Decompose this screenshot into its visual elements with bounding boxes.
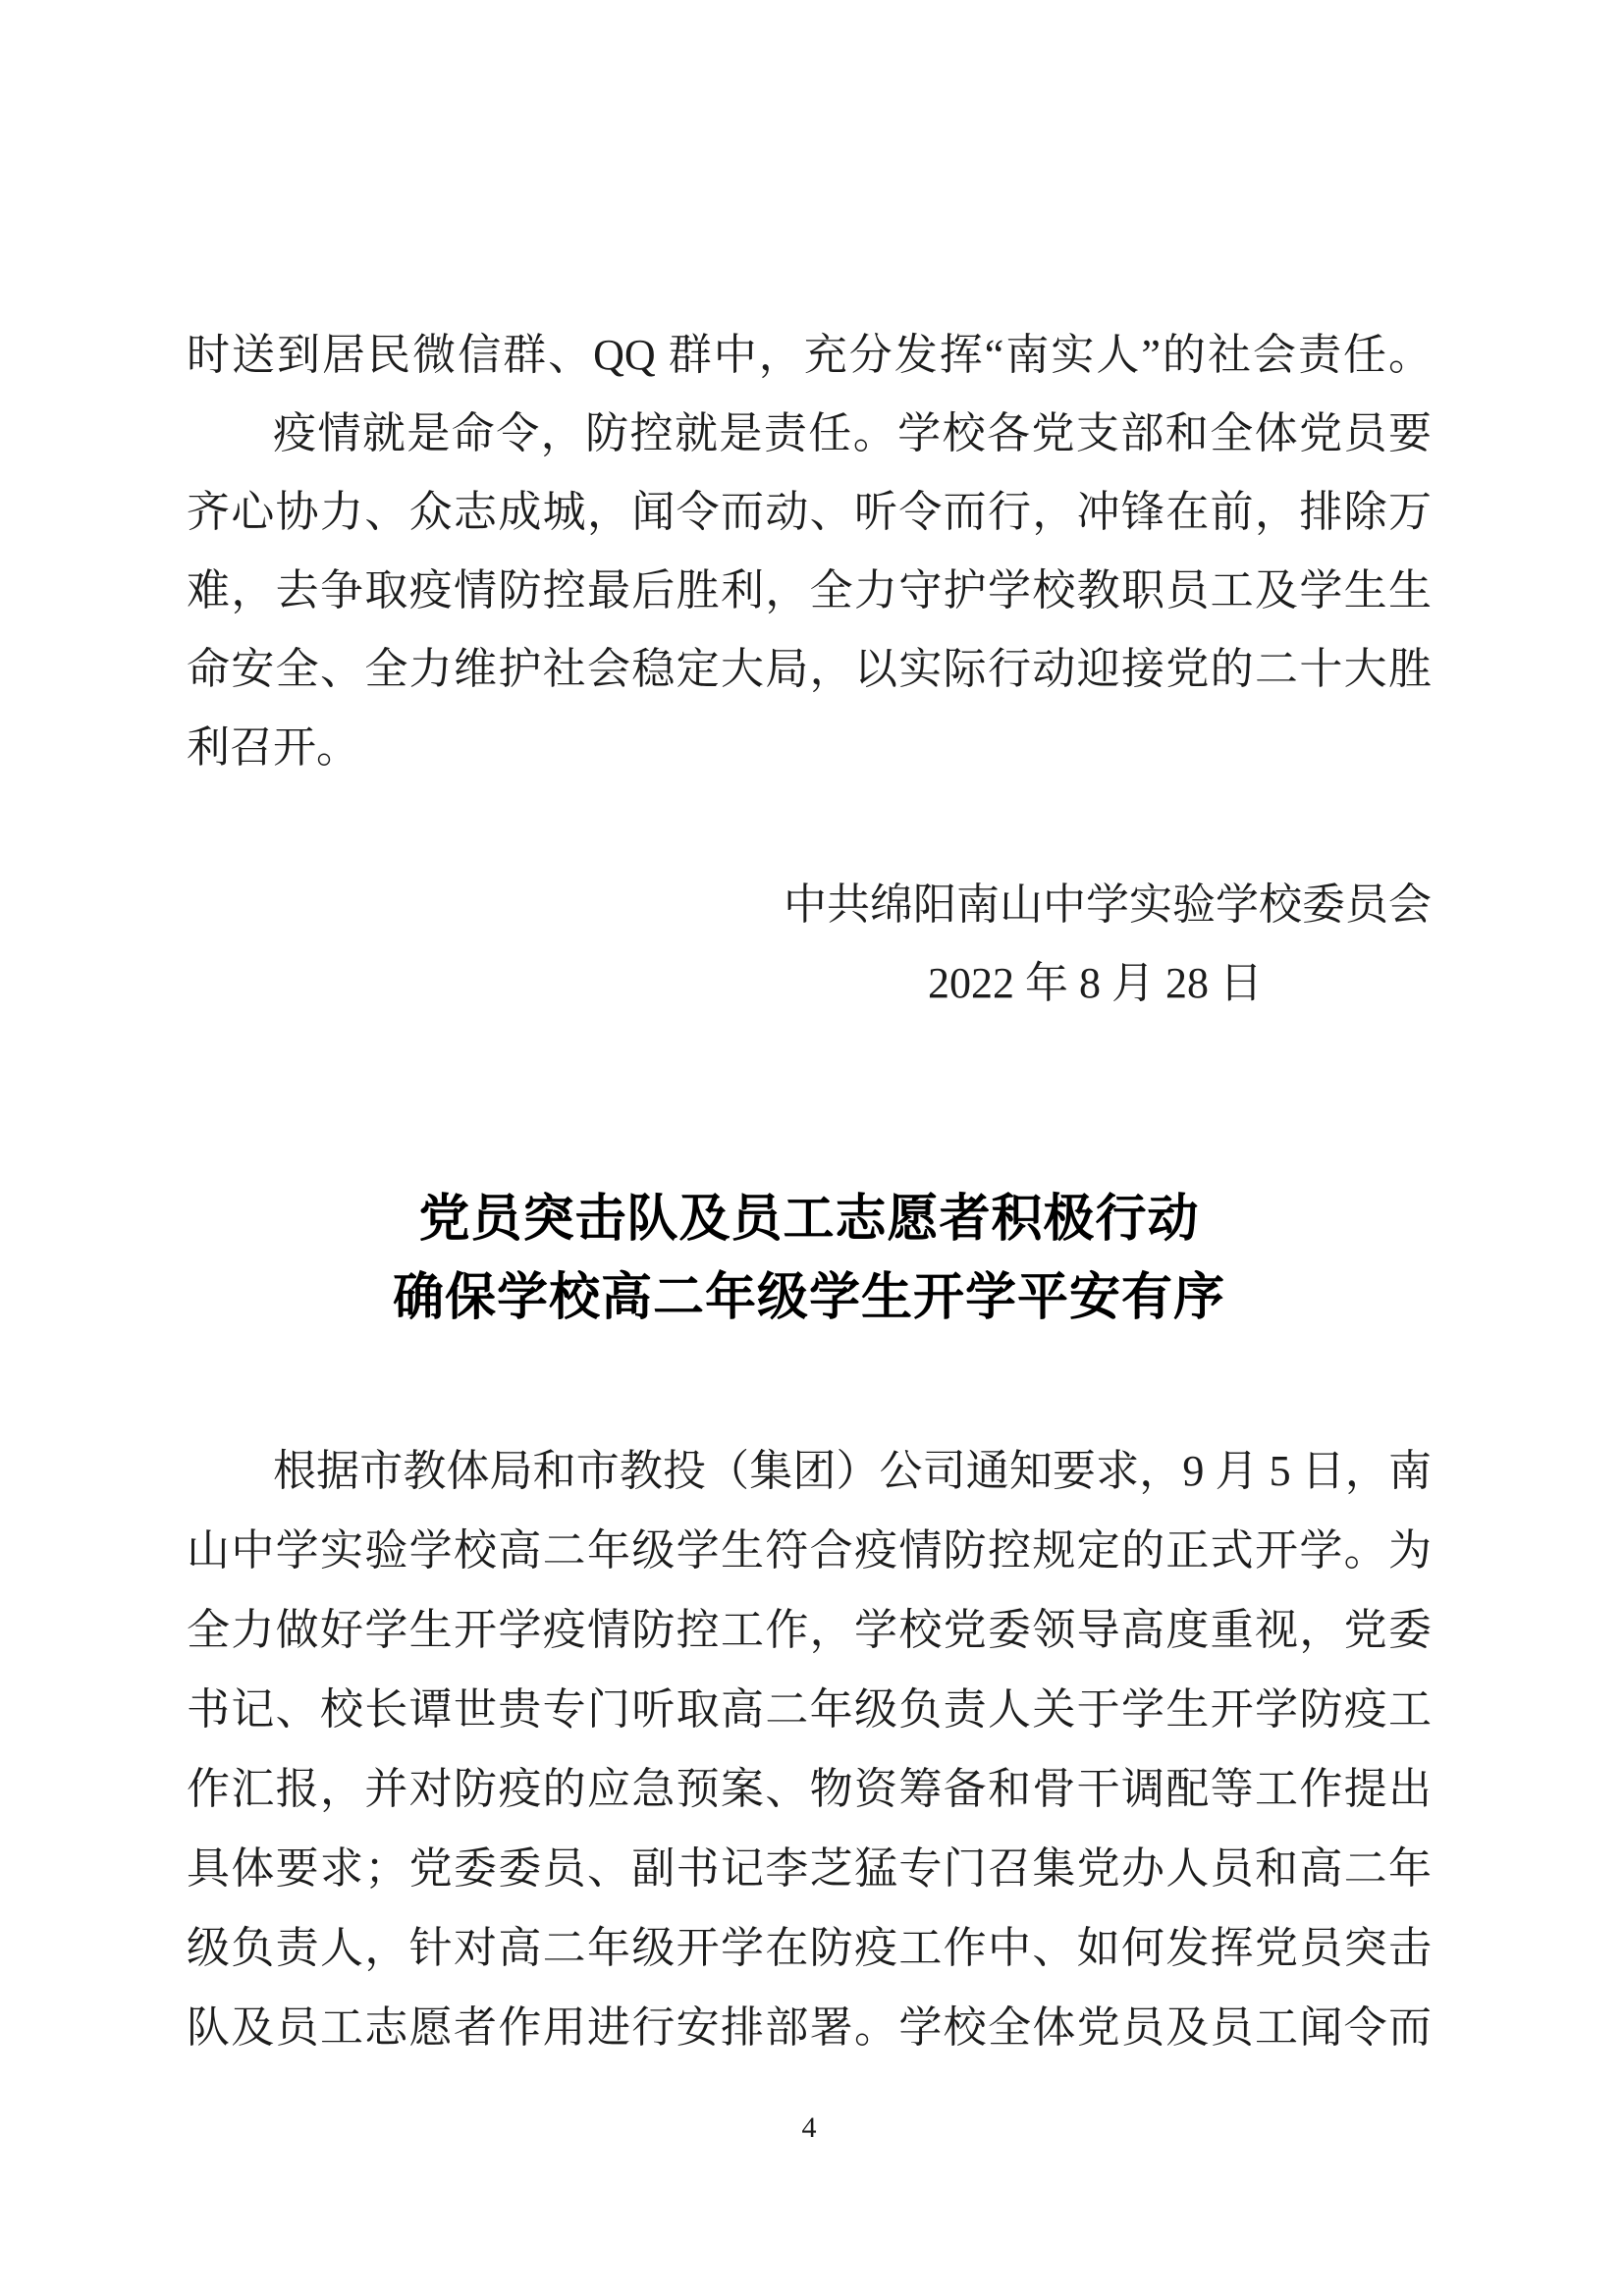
signature-date: 2022 年 8 月 28 日 [928, 959, 1263, 1007]
article-body-line: 山中学实验学校高二年级学生符合疫情防控规定的正式开学。为 [187, 1526, 1432, 1575]
article-body-line: 根据市教体局和市教投（集团）公司通知要求，9 月 5 日，南 [273, 1447, 1432, 1495]
article-body-line: 书记、校长谭世贵专门听取高二年级负责人关于学生开学防疫工 [187, 1685, 1432, 1734]
article-title [187, 1180, 1432, 1337]
signature-committee: 中共绵阳南山中学实验学校委员会 [784, 881, 1432, 929]
paragraph-text-line: 利召开。 [187, 723, 359, 772]
article-body-line: 队及员工志愿者作用进行安排部署。学校全体党员及员工闻令而 [187, 2003, 1432, 2052]
paragraph-epidemic [187, 395, 1432, 787]
article-body-line: 级负责人，针对高二年级开学在防疫工作中、如何发挥党员突击 [187, 1924, 1432, 1972]
paragraph-continuation-line: 时送到居民微信群、QQ 群中，充分发挥“南实人”的社会责任。 [187, 331, 1432, 379]
page-number: 4 [801, 2111, 817, 2144]
article-body-line: 全力做好学生开学疫情防控工作，学校党委领导高度重视，党委 [187, 1606, 1432, 1654]
document-content [187, 316, 1432, 2148]
paragraph-text-line: 齐心协力、众志成城，闻令而动、听令而行，冲锋在前，排除万 [187, 488, 1432, 536]
signature-block [187, 866, 1432, 1023]
paragraph-text-line: 难，去争取疫情防控最后胜利，全力守护学校教职员工及学生生 [187, 566, 1432, 614]
paragraph-text-line: 疫情就是命令，防控就是责任。学校各党支部和全体党员要 [273, 409, 1432, 457]
article-body-line: 作汇报，并对防疫的应急预案、物资筹备和骨干调配等工作提出 [187, 1765, 1432, 1813]
article-body [187, 1431, 1432, 2067]
paragraph-text-line: 命安全、全力维护社会稳定大局，以实际行动迎接党的二十大胜 [187, 645, 1432, 693]
article-title-line-2: 确保学校高二年级学生开学平安有序 [392, 1269, 1225, 1326]
article-title-line-1: 党员突击队及员工志愿者积极行动 [418, 1191, 1200, 1248]
article-body-line: 具体要求；党委委员、副书记李芝猛专门召集党办人员和高二年 [187, 1844, 1432, 1893]
